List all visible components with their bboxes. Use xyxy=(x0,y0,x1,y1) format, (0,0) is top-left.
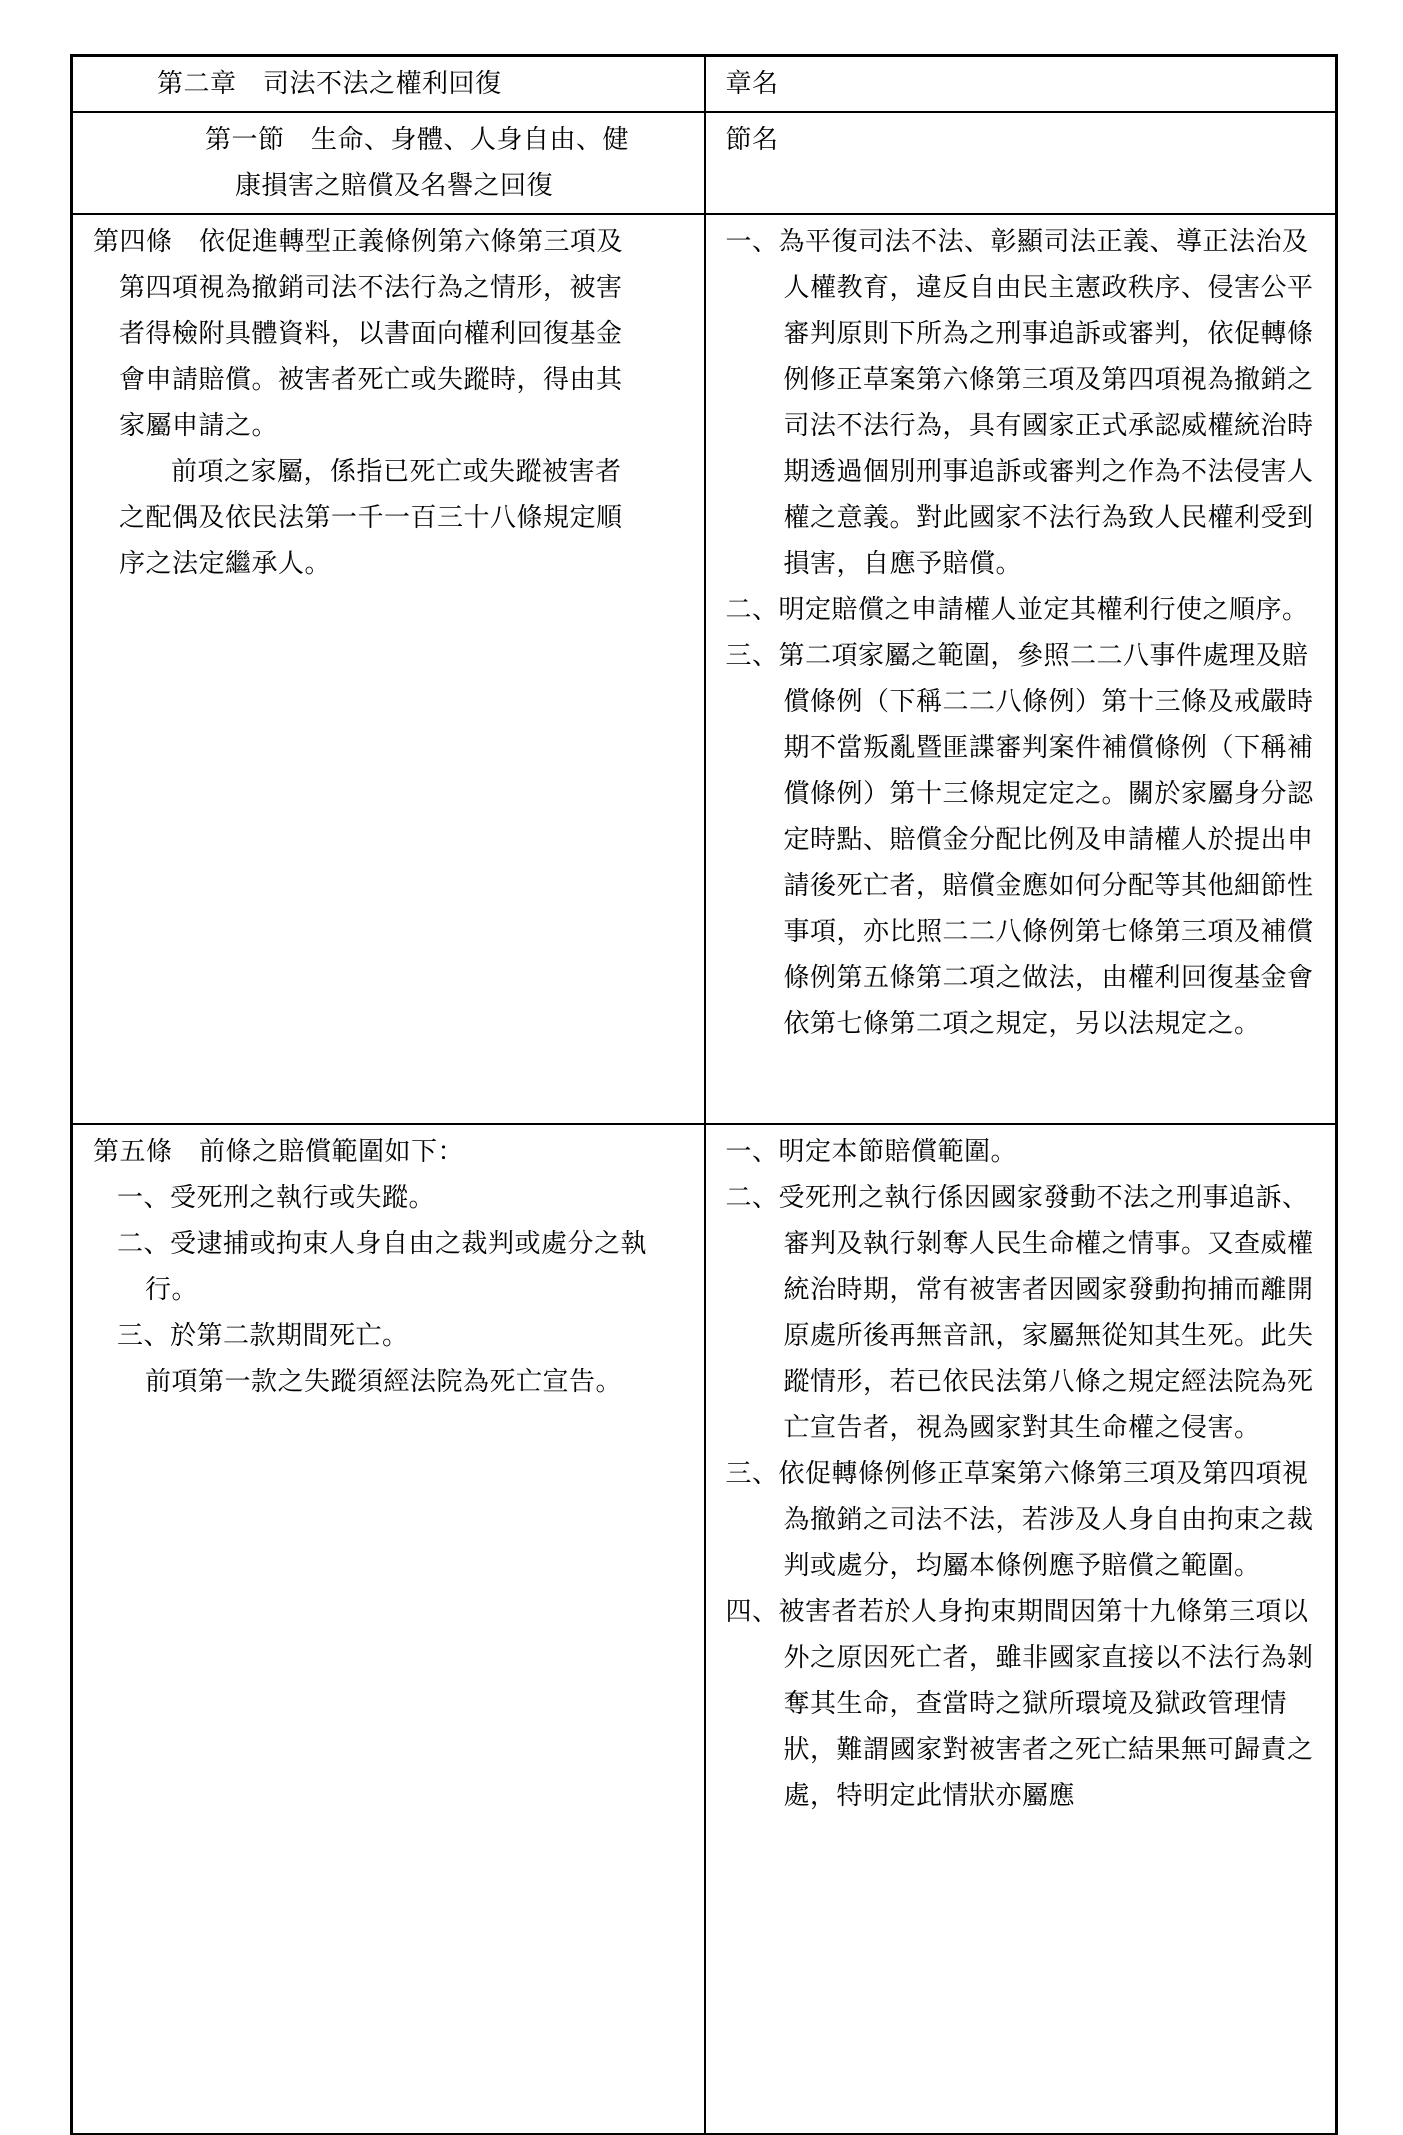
article-4-line: 第四項視為撤銷司法不法行為之情形，被害 xyxy=(119,273,623,303)
article-4-line: 會申請賠償。被害者死亡或失蹤時，得由其 xyxy=(119,365,623,395)
section-title xyxy=(72,112,705,214)
article-4-row xyxy=(72,214,1337,1124)
law-comparison-table xyxy=(70,54,1338,2135)
explanation-item: 四、被害者若於人身拘束期間因第十九條第三項以外之原因死亡者，雖非國家直接以不法行為剝奪其生命，查當時之獄所環境及獄政管理情狀，難謂國家對被害者之死亡結果無可歸責之處，特明定此情狀亦屬應 xyxy=(725,1597,1314,1811)
article-5-para2: 前項第一款之失蹤須經法院為死亡宣告。 xyxy=(145,1367,623,1397)
article-5-item: 一、受死刑之執行或失蹤。 xyxy=(117,1183,436,1213)
document-page xyxy=(70,54,1335,2135)
article-4-para2-line: 序之法定繼承人。 xyxy=(119,549,332,579)
article-4-para2-line: 前項之家屬，係指已死亡或失蹤被害者 xyxy=(171,457,622,487)
article-5-text xyxy=(72,1124,705,2134)
explanation-item: 一、明定本節賠償範圍。 xyxy=(725,1137,1018,1167)
article-5-item: 三、於第二款期間死亡。 xyxy=(117,1321,409,1351)
explanation-item: 一、為平復司法不法、彰顯司法正義、導正法治及人權教育，違反自由民主憲政秩序、侵害公平審判原則下所為之刑事追訴或審判，依促轉條例修正草案第六條第三項及第四項視為撤銷之司法不法行為，具有國家正式承認威權統治時期透過個別刑事追訴或審判之作為不法侵害人權之意義。對此國家不法行為致人民權利受到損害，自應予賠償。 xyxy=(725,227,1314,579)
explanation-item: 三、依促轉條例修正草案第六條第三項及第四項視為撤銷之司法不法，若涉及人身自由拘束之裁判或處分，均屬本條例應予賠償之範圍。 xyxy=(725,1459,1314,1581)
section-title-line2: 康損害之賠償及名譽之回復 xyxy=(235,171,554,201)
article-4-para2-line: 之配偶及依民法第一千一百三十八條規定順 xyxy=(119,503,623,533)
article-4-line: 第四條 依促進轉型正義條例第六條第三項及 xyxy=(93,227,624,257)
chapter-row xyxy=(72,56,1337,113)
article-4-line: 家屬申請之。 xyxy=(119,411,279,441)
article-4-explanation xyxy=(705,214,1337,1124)
explanation-item: 三、第二項家屬之範圍，參照二二八事件處理及賠償條例（下稱二二八條例）第十三條及戒嚴時期不當叛亂暨匪諜審判案件補償條例（下稱補償條例）第十三條規定定之。關於家屬身分認定時點、賠償金分配比例及申請權人於提出申請後死亡者，賠償金應如何分配等其他細節性事項，亦比照二二八條例第七條第三項及補償條例第五條第二項之做法，由權利回復基金會依第七條第二項之規定，另以法規定之。 xyxy=(725,641,1314,1039)
section-title-line1: 第一節 生命、身體、人身自由、健 xyxy=(205,125,630,155)
article-5-row xyxy=(72,1124,1337,2134)
article-4-text xyxy=(72,214,705,1124)
explanation-item: 二、受死刑之執行係因國家發動不法之刑事追訴、審判及執行剝奪人民生命權之情事。又查威權統治時期，常有被害者因國家發動拘捕而離開原處所後再無音訊，家屬無從知其生死。此失蹤情形，若已依民法第八條之規定經法院為死亡宣告者，視為國家對其生命權之侵害。 xyxy=(725,1183,1314,1443)
section-row xyxy=(72,112,1337,214)
explanation-item: 二、明定賠償之申請權人並定其權利行使之順序。 xyxy=(725,595,1309,625)
article-5-head: 第五條 前條之賠償範圍如下： xyxy=(93,1137,465,1167)
article-5-item: 二、受逮捕或拘束人身自由之裁判或處分之執行。 xyxy=(117,1229,648,1305)
chapter-title: 第二章 司法不法之權利回復 xyxy=(72,56,705,113)
article-5-explanation xyxy=(705,1124,1337,2134)
section-note: 節名 xyxy=(705,112,1337,214)
chapter-note: 章名 xyxy=(705,56,1337,113)
article-4-line: 者得檢附具體資料，以書面向權利回復基金 xyxy=(119,319,623,349)
